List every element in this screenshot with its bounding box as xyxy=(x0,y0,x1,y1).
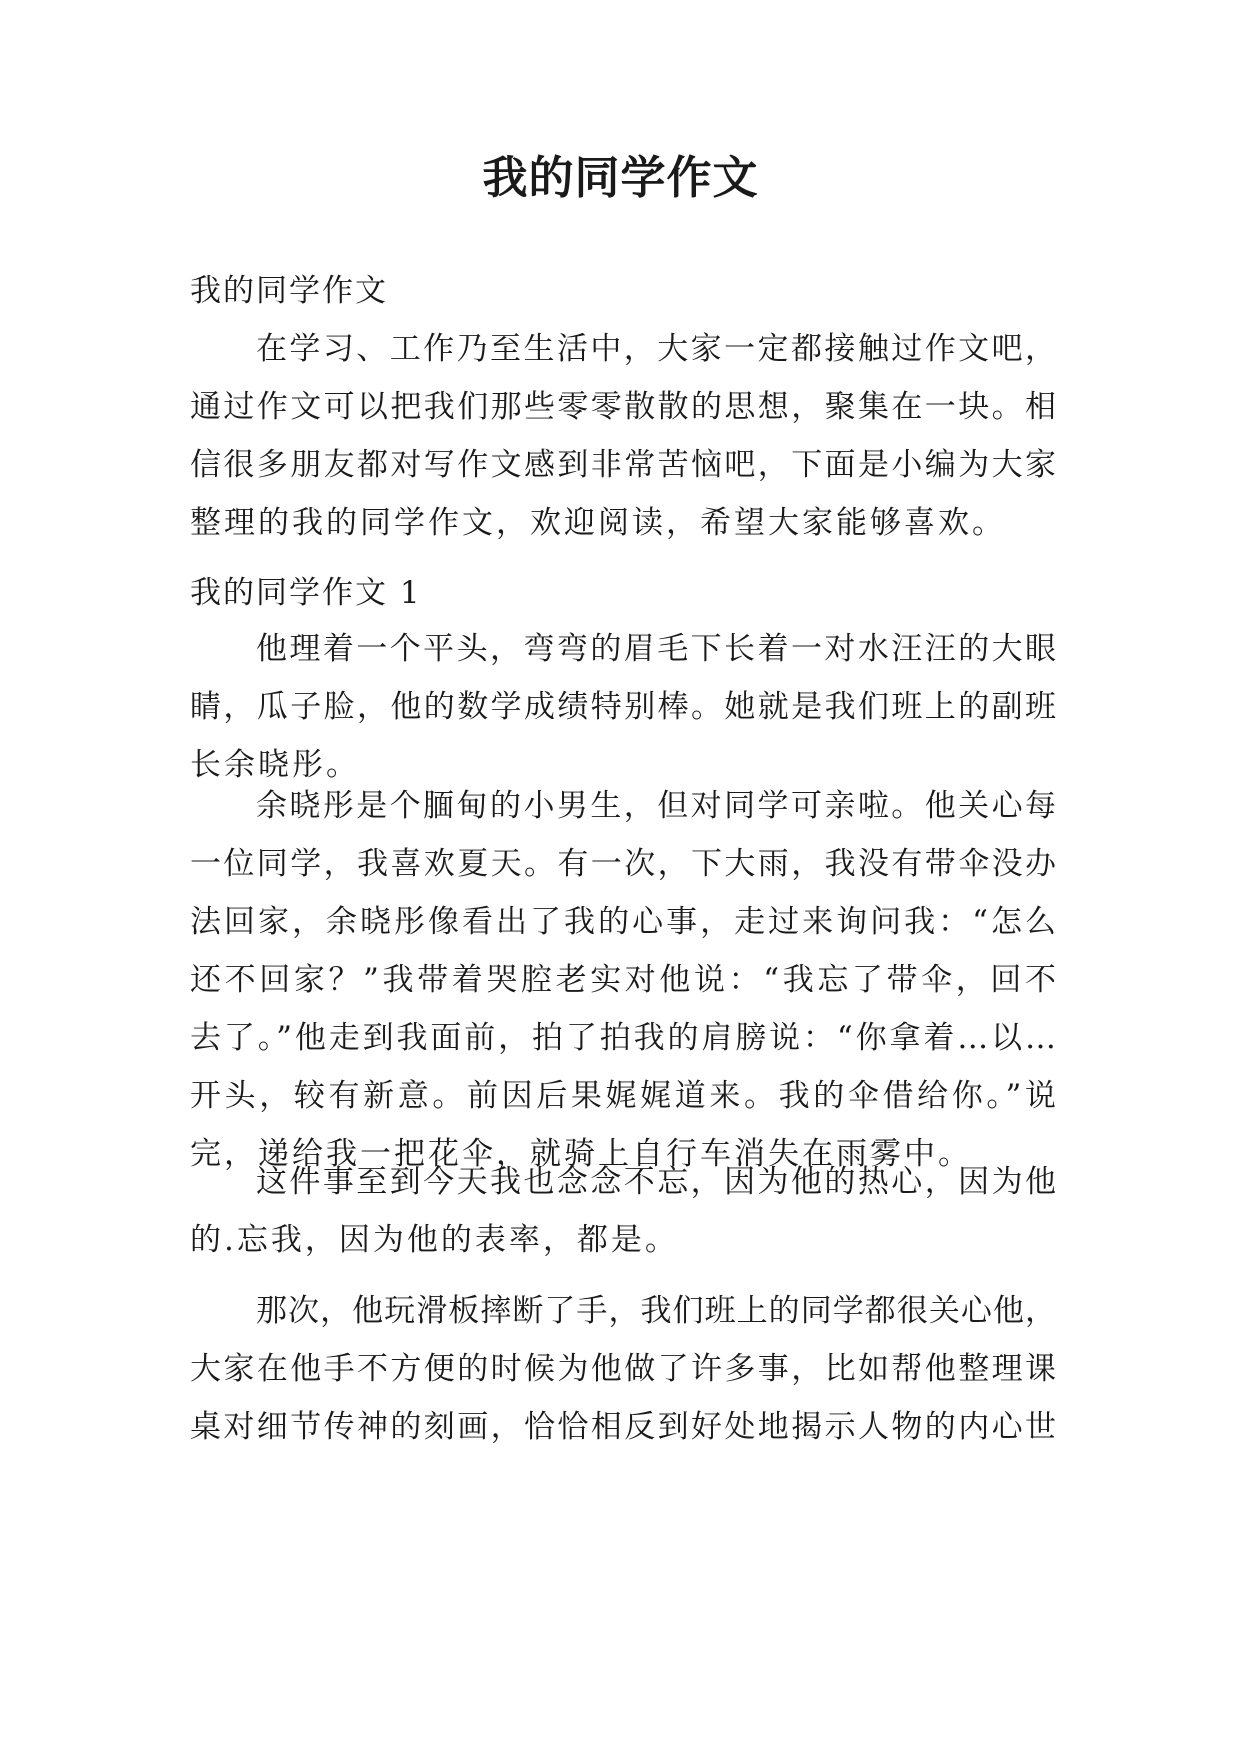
paragraph-line: 一位同学，我喜欢夏天。有一次，下大雨，我没有带伞没办 xyxy=(190,846,1056,882)
intro-paragraph xyxy=(190,320,1056,552)
intro-line: 信很多朋友都对写作文感到非常苦恼吧，下面是小编为大家 xyxy=(190,447,1056,483)
paragraph-line: 长余晓彤。 xyxy=(190,747,360,783)
essay-1-paragraph-3 xyxy=(190,1153,1056,1269)
paragraph-line: 那次，他玩滑板摔断了手，我们班上的同学都很关心他， xyxy=(256,1293,1056,1329)
intro-line: 在学习、工作乃至生活中，大家一定都接触过作文吧， xyxy=(256,331,1056,367)
essay-1-paragraph-1 xyxy=(190,620,1056,794)
document-title: 我的同学作文 xyxy=(482,151,759,204)
essay-1-paragraph-2 xyxy=(190,777,1056,1183)
paragraph-line: 的.忘我，因为他的表率，都是。 xyxy=(190,1222,679,1258)
paragraph-line: 睛，瓜子脸，他的数学成绩特别棒。她就是我们班上的副班 xyxy=(190,689,1056,725)
paragraph-line: 大家在他手不方便的时候为他做了许多事，比如帮他整理课 xyxy=(190,1351,1056,1387)
paragraph-line: 去了。”他走到我面前，拍了拍我的肩膀说：“你拿着…以… xyxy=(190,1020,1056,1056)
paragraph-line: 开头，较有新意。前因后果娓娓道来。我的伞借给你。”说 xyxy=(190,1078,1056,1114)
paragraph-line: 他理着一个平头，弯弯的眉毛下长着一对水汪汪的大眼 xyxy=(256,631,1056,667)
essay-1-heading: 我的同学作文 1 xyxy=(190,575,422,611)
paragraph-line: 法回家，余晓彤像看出了我的心事，走过来询问我：“怎么 xyxy=(190,904,1056,940)
paragraph-line: 还不回家？”我带着哭腔老实对他说：“我忘了带伞，回不 xyxy=(190,962,1056,998)
paragraph-line: 余晓彤是个腼甸的小男生，但对同学可亲啦。他关心每 xyxy=(256,788,1056,824)
intro-line: 通过作文可以把我们那些零零散散的思想，聚集在一块。相 xyxy=(190,389,1056,425)
paragraph-line: 完，递给我一把花伞，就骑上自行车消失在雨雾中。 xyxy=(190,1136,972,1172)
paragraph-line: 桌对细节传神的刻画，恰恰相反到好处地揭示人物的内心世 xyxy=(190,1409,1056,1445)
intro-line: 整理的我的同学作文，欢迎阅读，希望大家能够喜欢。 xyxy=(190,505,1006,541)
essay-1-paragraph-4 xyxy=(190,1282,1056,1456)
intro-heading: 我的同学作文 xyxy=(190,273,388,309)
paragraph-line: 这件事至到今天我也念念不忘，因为他的热心，因为他 xyxy=(256,1164,1056,1200)
